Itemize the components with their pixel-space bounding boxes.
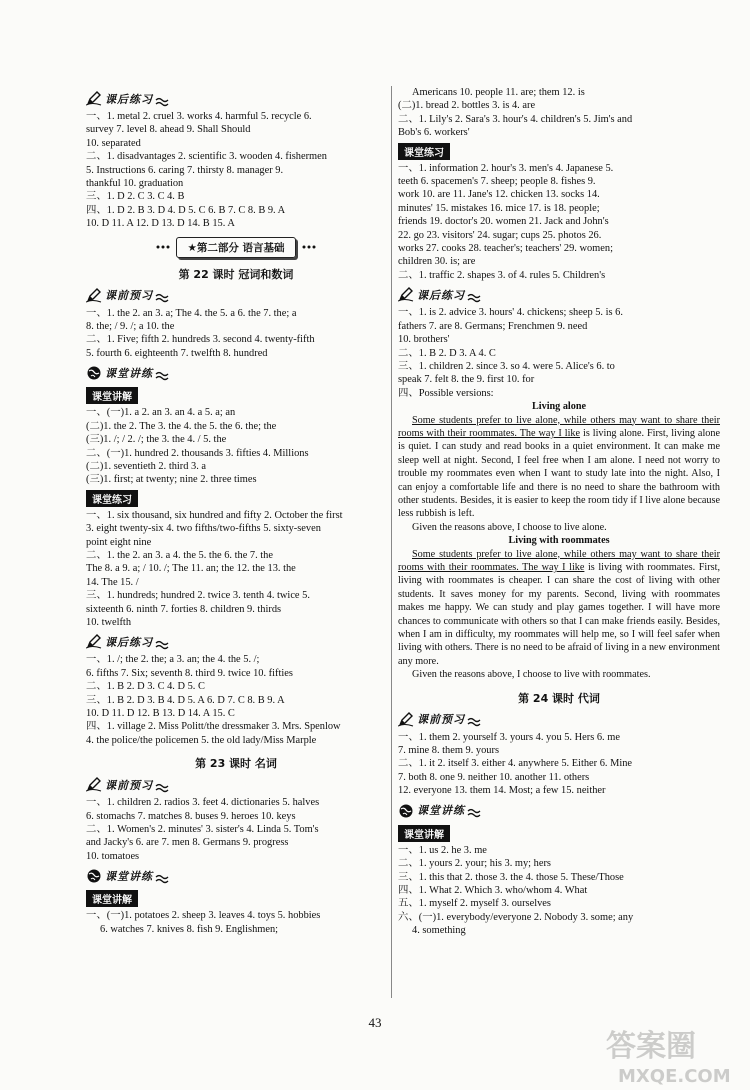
- pencil-icon: [86, 777, 102, 792]
- essay-text: Given the reasons above, I choose to live alone.: [412, 521, 607, 533]
- lesson-title: 第 24 课时 代词: [518, 691, 600, 705]
- answer-line: and Jacky's 6. are 7. men 8. Germans 9. progress: [86, 837, 289, 849]
- answer-line: 三、1. children 2. since 3. so 4. were 5. Alice's 6. to: [398, 360, 615, 372]
- answer-line: 二、1. it 2. itself 3. either 4. anywhere 5. Either 6. Mine: [398, 758, 633, 770]
- answer-line: 二、1. Five; fifth 2. hundreds 3. second 4. twenty-fifth: [86, 334, 315, 346]
- answer-line: 一、1. metal 2. cruel 3. works 4. harmful 5. recycle 6.: [86, 111, 312, 122]
- answer-line: 一、1. is 2. advice 3. hours' 4. chickens; sheep 5. is 6.: [398, 307, 623, 319]
- watermark-sub: MXQE.COM: [618, 1066, 731, 1087]
- answer-line: 8. the; / 9. /; a 10. the: [86, 321, 175, 333]
- answer-line: (三)1. first; at twenty; nine 2. three times: [86, 474, 257, 486]
- essay-text: is living alone. First, living alone is quiet. I can study and read books in a quiet environment. It can make me sleep well at night. Second, I feel free when I am alone. I need not worry to trouble my roommates even when I want to study late into the night. Also, I can enjoy a comfortable life and there is no need to share the bathroom with other students. Besides, it is easier to keep the room tidy if I live alone because less rubbish is left.: [398, 427, 720, 520]
- answer-line: 22. go 23. visitors' 24. sugar; cups 25. photos 26.: [398, 229, 602, 241]
- answer-line: 5. fourth 6. eighteenth 7. twelfth 8. hundred: [86, 347, 268, 359]
- lesson-title: 第 22 课时 冠词和数词: [178, 267, 294, 281]
- pencil-icon: [398, 287, 414, 302]
- part-banner: [86, 237, 386, 258]
- answer-line: 10. separated: [86, 137, 141, 149]
- answer-line: 一、(一)1. potatoes 2. sheep 3. leaves 4. toys 5. hobbies: [86, 910, 321, 922]
- essay-paragraph: [398, 668, 720, 681]
- answer-line: 二、1. Women's 2. minutes' 3. sister's 4. Linda 5. Tom's: [86, 824, 319, 836]
- answer-line: The 8. a 9. a; / 10. /; The 11. an; the 12. the 13. the: [86, 563, 296, 575]
- answer-line: 10. tomatoes: [86, 850, 140, 862]
- subsection-tag: 课堂练习: [398, 143, 450, 160]
- answer-line: 3. eight twenty-six 4. two fifths/two-fifths 5. sixty-seven: [86, 523, 321, 535]
- section-heading: [86, 363, 386, 382]
- wave-decoration-icon: [467, 714, 481, 724]
- subsection-tag: 课堂讲解: [86, 387, 138, 404]
- subsection-tag: 课堂练习: [86, 490, 138, 507]
- answer-line: 6. watches 7. knives 8. fish 9. Englishmen;: [100, 923, 279, 935]
- answer-line: 12. everyone 13. them 14. Most; a few 15. neither: [398, 785, 606, 797]
- section-heading-text: 课前预习: [417, 713, 465, 727]
- globe-icon: [398, 803, 414, 818]
- essay-text: Given the reasons above, I choose to live with roommates.: [412, 669, 651, 681]
- wave-decoration-icon: [467, 805, 481, 815]
- answer-line: 二、1. yours 2. your; his 3. my; hers: [398, 858, 551, 870]
- answer-line: survey 7. level 8. ahead 9. Shall Should: [86, 124, 251, 136]
- answer-line: 6. stomachs 7. matches 8. buses 9. heroes 10. keys: [86, 810, 296, 822]
- essay-paragraph: [398, 414, 720, 521]
- answer-line: (二)1. the 2. The 3. the 4. the 5. the 6. the; the: [86, 420, 277, 432]
- answer-line: friends 19. doctor's 20. women 21. Jack and John's: [398, 216, 609, 228]
- section-heading-text: 课前预习: [105, 778, 153, 792]
- answer-line: 7. mine 8. them 9. yours: [398, 745, 500, 757]
- answer-line: 6. fifths 7. Six; seventh 8. third 9. twice 10. fifties: [86, 667, 293, 679]
- answer-line: 二、1. the 2. an 3. a 4. the 5. the 6. the 7. the: [86, 549, 273, 561]
- answer-line: 10. brothers': [398, 334, 450, 346]
- watermark-logo: [600, 1018, 750, 1090]
- wave-decoration-icon: [155, 637, 169, 647]
- section-heading-text: 课后练习: [105, 635, 153, 649]
- globe-icon: [86, 868, 102, 883]
- answer-line: Bob's 6. workers': [398, 127, 470, 139]
- answer-line: 4. the police/the policemen 5. the old lady/Miss Marple: [86, 734, 317, 746]
- essay-paragraph: [398, 548, 720, 669]
- answer-line: fathers 7. are 8. Germans; Frenchmen 9. need: [398, 320, 588, 332]
- section-heading: [86, 632, 386, 651]
- answer-line: (二)1. bread 2. bottles 3. is 4. are: [398, 100, 536, 112]
- answer-line: 二、1. B 2. D 3. C 4. D 5. C: [86, 681, 205, 693]
- answer-line: 三、1. D 2. C 3. C 4. B: [86, 191, 185, 203]
- wave-decoration-icon: [155, 290, 169, 300]
- section-heading: [86, 866, 386, 885]
- essay-title: Living alone: [531, 401, 587, 413]
- answer-line: children 30. is; are: [398, 256, 476, 268]
- underlined-sentence: Some students prefer to live alone, while others may want to share their rooms with their roommates. The way I like: [398, 548, 720, 573]
- wave-decoration-icon: [155, 871, 169, 881]
- answer-line: 一、1. us 2. he 3. me: [398, 844, 487, 856]
- answer-line: 一、1. them 2. yourself 3. yours 4. you 5. Hers 6. me: [398, 731, 620, 743]
- answer-line: 4. something: [412, 925, 466, 937]
- answer-line: (三)1. /; / 2. /; the 3. the 4. / 5. the: [86, 434, 227, 446]
- wave-decoration-icon: [467, 290, 481, 300]
- lesson-title: 第 23 课时 名词: [195, 757, 277, 771]
- answer-line: 四、Possible versions:: [398, 387, 494, 399]
- section-heading-text: 课前预习: [105, 289, 153, 303]
- section-heading: [86, 286, 386, 305]
- wave-decoration-icon: [155, 368, 169, 378]
- column-divider: [391, 86, 392, 998]
- wave-decoration-icon: [155, 94, 169, 104]
- section-heading-text: 课后练习: [417, 288, 465, 302]
- section-heading: [86, 89, 386, 108]
- watermark-text: 答案圈: [606, 1029, 696, 1064]
- answer-line: 一、1. /; the 2. the; a 3. an; the 4. the 5. /;: [86, 654, 260, 666]
- answer-line: teeth 6. spacemen's 7. sheep; people 8. fishes 9.: [398, 176, 596, 188]
- answer-line: 7. both 8. one 9. neither 10. another 11. others: [398, 771, 590, 783]
- pencil-icon: [398, 712, 414, 727]
- essay-paragraph: [398, 521, 720, 534]
- left-column: [86, 86, 386, 936]
- answer-line: 一、(一)1. a 2. an 3. an 4. a 5. a; an: [86, 407, 236, 419]
- answer-line: 三、1. this that 2. those 3. the 4. those 5. These/Those: [398, 871, 624, 883]
- globe-icon: [86, 365, 102, 380]
- answer-line: 一、1. six thousand, six hundred and fifty 2. October the first: [86, 509, 343, 521]
- subsection-tag: 课堂讲解: [86, 890, 138, 907]
- wave-decoration-icon: [155, 780, 169, 790]
- section-heading: [86, 775, 386, 794]
- answer-line: 二、(一)1. hundred 2. thousands 3. fifties 4. Millions: [86, 447, 309, 459]
- answer-line: 10. D 11. D 12. B 13. D 14. A 15. C: [86, 708, 235, 719]
- essay-title: Living with roommates: [508, 535, 610, 547]
- answer-line: sixteenth 6. ninth 7. forties 8. children 9. thirds: [86, 603, 282, 615]
- answer-line: Americans 10. people 11. are; them 12. is: [412, 87, 585, 98]
- section-heading-text: 课堂讲练: [105, 869, 153, 883]
- answer-line: 10. D 11. A 12. D 13. D 14. B 15. A: [86, 218, 235, 230]
- section-heading: [398, 710, 720, 729]
- answer-line: 二、1. Lily's 2. Sara's 3. hour's 4. children's 5. Jim's and: [398, 113, 633, 125]
- answer-line: thankful 10. graduation: [86, 178, 184, 190]
- section-heading: [398, 285, 720, 304]
- answer-line: 三、1. hundreds; hundred 2. twice 3. tenth 4. twice 5.: [86, 590, 310, 602]
- section-heading-text: 课堂讲练: [105, 366, 153, 380]
- answer-line: 二、1. B 2. D 3. A 4. C: [398, 347, 496, 359]
- pencil-icon: [86, 91, 102, 106]
- answer-line: 四、1. What 2. Which 3. who/whom 4. What: [398, 884, 588, 896]
- answer-line: 六、(一)1. everybody/everyone 2. Nobody 3. some; any: [398, 911, 634, 923]
- answer-line: 五、1. myself 2. myself 3. ourselves: [398, 898, 551, 910]
- answer-line: (二)1. seventieth 2. third 3. a: [86, 460, 207, 472]
- answer-line: 一、1. information 2. hour's 3. men's 4. Japanese 5.: [398, 162, 614, 174]
- part-banner-text: ★第二部分 语言基础: [176, 237, 295, 258]
- answer-line: 三、1. B 2. D 3. B 4. D 5. A 6. D 7. C 8. B 9. A: [86, 694, 285, 706]
- answer-line: 二、1. traffic 2. shapes 3. of 4. rules 5. Children's: [398, 269, 606, 281]
- section-heading: [398, 801, 720, 820]
- answer-line: work 10. are 11. Jane's 12. chicken 13. socks 14.: [398, 189, 600, 201]
- pencil-icon: [86, 288, 102, 303]
- answer-line: 一、1. children 2. radios 3. feet 4. dictionaries 5. halves: [86, 797, 320, 809]
- right-column: [398, 86, 720, 938]
- answer-line: 四、1. village 2. Miss Politt/the dressmaker 3. Mrs. Spenlow: [86, 721, 341, 733]
- answer-line: 14. The 15. /: [86, 576, 139, 588]
- essay-text: is living with roommates. First, living with roommates is cheaper. I can share the cost of living with other students. It saves money for my parents. Second, living with roommates makes me happy. We can study and play games together. I will have more chances to communicate with others so that I can make friends easily. Besides, when I am in difficulty, my roommates will help me, so I will feel safer when living with others. There is no need to be afraid of living in a new environment any more.: [398, 562, 720, 667]
- pencil-icon: [86, 634, 102, 649]
- answer-line: 四、1. D 2. B 3. D 4. D 5. C 6. B 7. C 8. B 9. A: [86, 204, 286, 216]
- subsection-tag: 课堂讲解: [398, 825, 450, 842]
- answer-line: 二、1. disadvantages 2. scientific 3. wooden 4. fishermen: [86, 151, 327, 163]
- answer-line: minutes' 15. mistakes 16. mice 17. is 18. people;: [398, 202, 600, 214]
- section-heading-text: 课堂讲练: [417, 804, 465, 818]
- section-heading-text: 课后练习: [105, 92, 153, 106]
- answer-line: works 27. cooks 28. teacher's; teachers' 29. women;: [398, 243, 613, 255]
- page-number: 43: [368, 1015, 382, 1030]
- answer-line: 一、1. the 2. an 3. a; The 4. the 5. a 6. the 7. the; a: [86, 307, 297, 319]
- answer-line: 5. Instructions 6. caring 7. thirsty 8. manager 9.: [86, 164, 284, 176]
- underlined-sentence: Some students prefer to live alone, while others may want to share their rooms with their roommates. The way I like: [398, 414, 720, 439]
- answer-line: speak 7. felt 8. the 9. first 10. for: [398, 374, 535, 386]
- answer-line: point eight nine: [86, 536, 152, 548]
- answer-line: 10. twelfth: [86, 616, 132, 628]
